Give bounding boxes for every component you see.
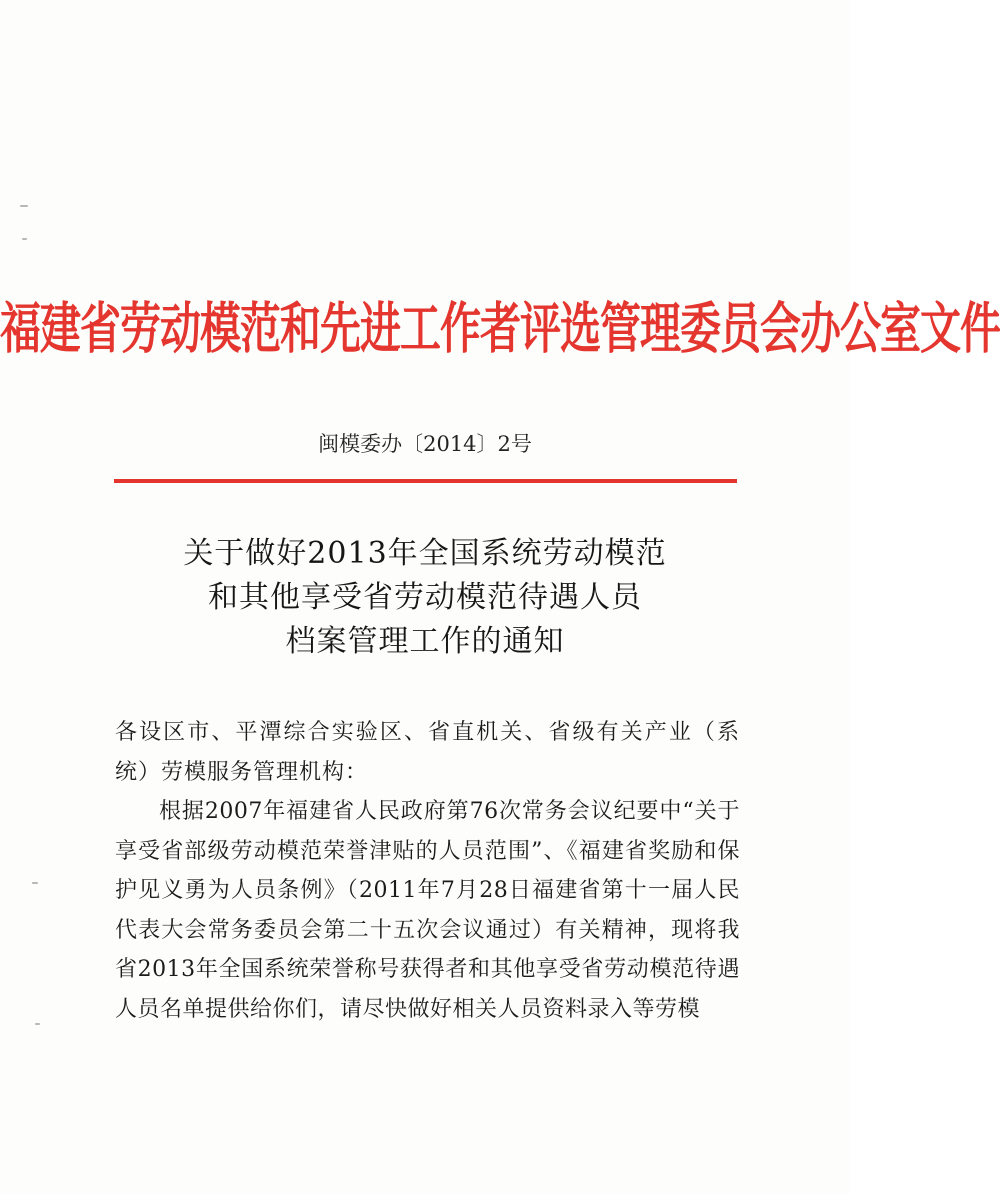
red-separator-line bbox=[114, 479, 737, 483]
document-title bbox=[0, 532, 850, 664]
title-line-2: 和其他享受省劳动模范待遇人员 bbox=[208, 580, 642, 615]
title-line-3: 档案管理工作的通知 bbox=[285, 624, 565, 659]
title-line-1: 关于做好2013年全国系统劳动模范 bbox=[183, 536, 667, 571]
addressee-line: 各设区市、平潭综合实验区、省直机关、省级有关产业（系统）劳模服务管理机构： bbox=[115, 720, 740, 785]
document-body bbox=[115, 713, 740, 1029]
issuing-authority-header: 福建省劳动模范和先进工作者评选管理委员会办公室文件 bbox=[0, 296, 1000, 361]
scan-speck bbox=[20, 205, 28, 207]
document-number: 闽模委办〔2014〕2号 bbox=[318, 432, 532, 456]
body-paragraph: 根据2007年福建省人民政府第76次常务会议纪要中“关于享受省部级劳动模范荣誉津贴的人员范围”、《福建省奖励和保护见义勇为人员条例》（2011年7月28日福建省第十一届人民代表大会常务委员会第二十五次会议通过）有关精神，现将我省2013年全国系统荣誉称号获得者和其他享受省劳动模范待遇人员名单提供给你们，请尽快做好相关人员资料录入等劳模 bbox=[115, 799, 740, 1022]
scan-speck bbox=[32, 882, 38, 884]
scan-speck bbox=[35, 1023, 40, 1025]
scan-speck bbox=[22, 238, 27, 240]
